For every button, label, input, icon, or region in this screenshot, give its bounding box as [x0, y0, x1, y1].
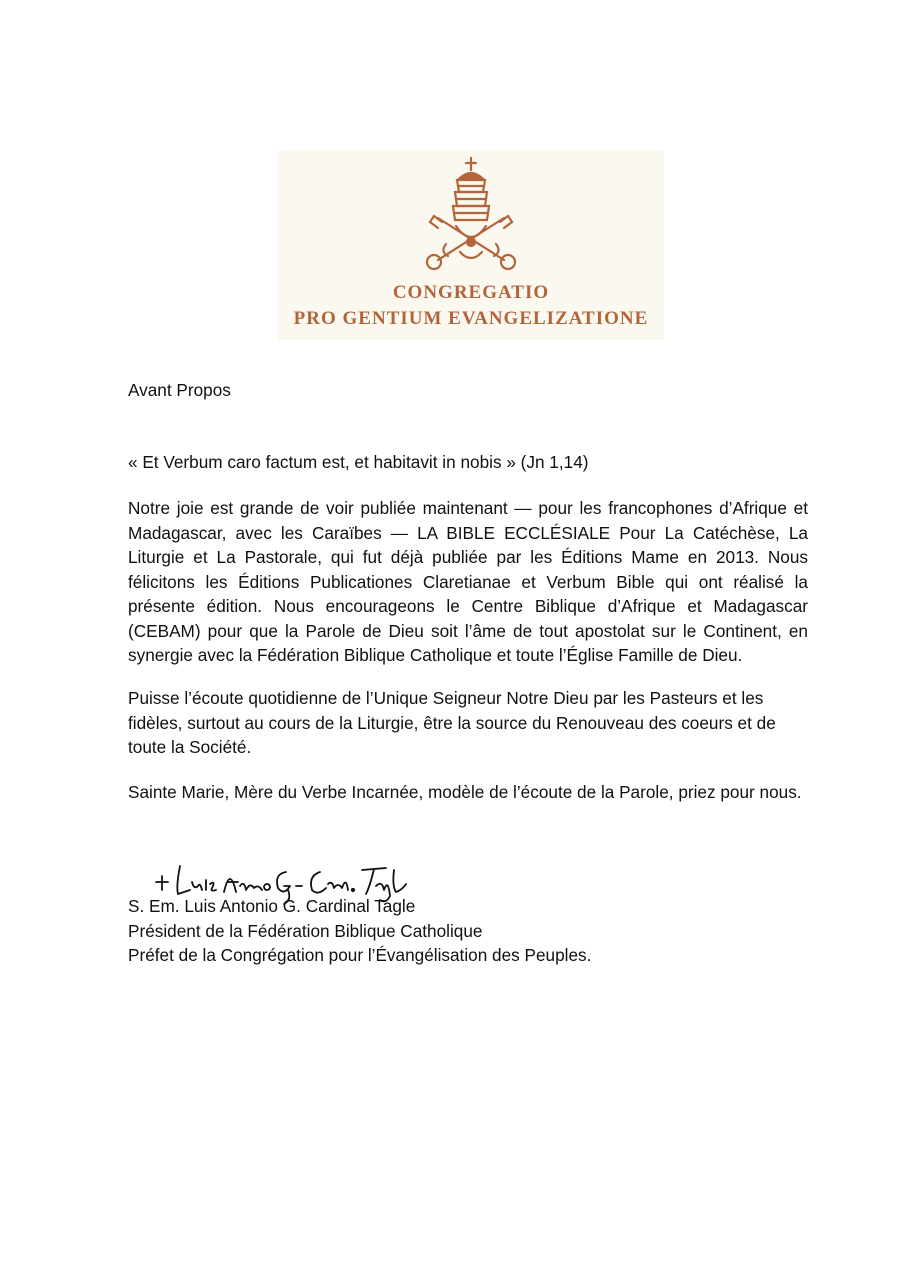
paragraph-3: Sainte Marie, Mère du Verbe Incarnée, modèle de l’écoute de la Parole, priez pour nous. — [128, 782, 802, 802]
letterhead-line-1: CONGREGATIO — [392, 282, 550, 303]
paragraph-2: Puisse l’écoute quotidienne de l’Unique Seigneur Notre Dieu par les Pasteurs et les fidèles, surtout au cours de la Liturgie, être la source du Renouveau des coeurs et de toute la Société. — [128, 688, 776, 757]
paragraph-1: Notre joie est grande de voir publiée maintenant — pour les francophones d’Afrique et Madagascar, avec les Caraïbes — LA BIBLE ECCLÉSIALE Pour La Catéchèse, La Liturgie et La Pastorale, qui fut déjà publiée par les Éditions Mame en 2013. Nous félicitons les Éditions Publicationes Claretianae et Verbum Bible qui ont réalisé la présente édition. Nous encourageons le Centre Biblique d’Afrique et Madagascar (CEBAM) pour que la Parole de Dieu soit l’âme de tout apostolat sur le Continent, en synergie avec la Fédération Biblique Catholique et toute l’Église Famille de Dieu. — [128, 498, 808, 665]
signer-name: S. Em. Luis Antonio G. Cardinal Tagle — [128, 896, 416, 916]
letterhead-line-2: PRO GENTIUM EVANGELIZATIONE — [293, 308, 649, 329]
papal-tiara-crossed-keys-icon — [416, 156, 526, 276]
document-heading: Avant Propos — [128, 380, 231, 400]
letterhead — [278, 150, 664, 340]
scripture-quote: « Et Verbum caro factum est, et habitavit in nobis » (Jn 1,14) — [128, 452, 589, 472]
signer-title-2: Préfet de la Congrégation pour l’Évangélisation des Peuples. — [128, 945, 592, 965]
signer-title-1: Président de la Fédération Biblique Catholique — [128, 920, 483, 941]
signature-block — [128, 894, 808, 968]
